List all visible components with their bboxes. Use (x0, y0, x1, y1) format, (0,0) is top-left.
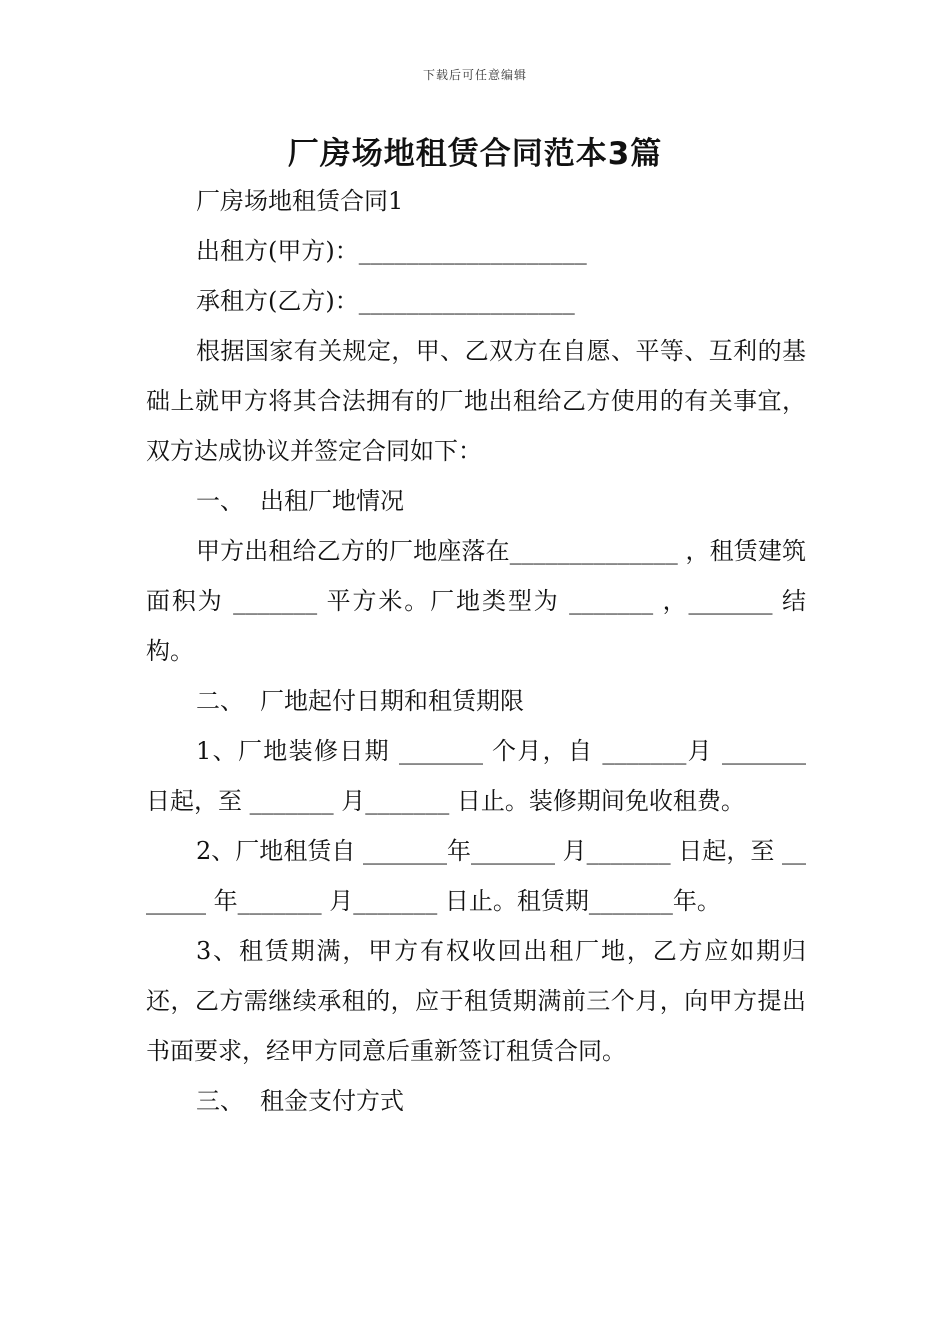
section-heading-3 (146, 1076, 806, 1126)
intro-paragraph: 根据国家有关规定，甲、乙双方在自愿、平等、互利的基础上就甲方将其合法拥有的厂地出租给乙方使用的有关事宜，双方达成协议并签定合同如下： (146, 337, 806, 465)
document-title: 厂房场地租赁合同范本3篇 (287, 136, 663, 172)
section-number: 一、 (196, 487, 244, 515)
lessee-line: 承租方(乙方)：__________________ (196, 287, 575, 315)
section-title: 租金支付方式 (260, 1087, 404, 1115)
header-note: 下载后可任意编辑 (422, 68, 527, 82)
document-body (146, 176, 806, 1126)
section-number: 二、 (196, 687, 244, 715)
section1-paragraph: 甲方出租给乙方的厂地座落在______________ ，租赁建筑面积为 _______ 平方米。厂地类型为 _______ ，_______ 结构。 (146, 537, 806, 665)
item-1-paragraph: 1、厂地装修日期 _______ 个月，自 _______月 _______ 日起，至 _______ 月_______ 日止。装修期间免收租费。 (146, 737, 806, 815)
item-3-paragraph: 3、租赁期满，甲方有权收回出租厂地，乙方应如期归还，乙方需继续承租的，应于租赁期满前三个月，向甲方提出书面要求，经甲方同意后重新签订租赁合同。 (146, 937, 806, 1065)
lessor-line: 出租方(甲方)：___________________ (196, 237, 587, 265)
section-title: 出租厂地情况 (260, 487, 404, 515)
section-number: 三、 (196, 1087, 244, 1115)
section-heading-1 (146, 476, 806, 526)
contract-subtitle: 厂房场地租赁合同1 (196, 187, 404, 215)
section-heading-2 (146, 676, 806, 726)
item-2-paragraph: 2、厂地租赁自 _______年_______ 月_______ 日起，至 _______ 年_______ 月_______ 日止。租赁期_______年。 (146, 837, 806, 915)
section-title: 厂地起付日期和租赁期限 (260, 687, 524, 715)
